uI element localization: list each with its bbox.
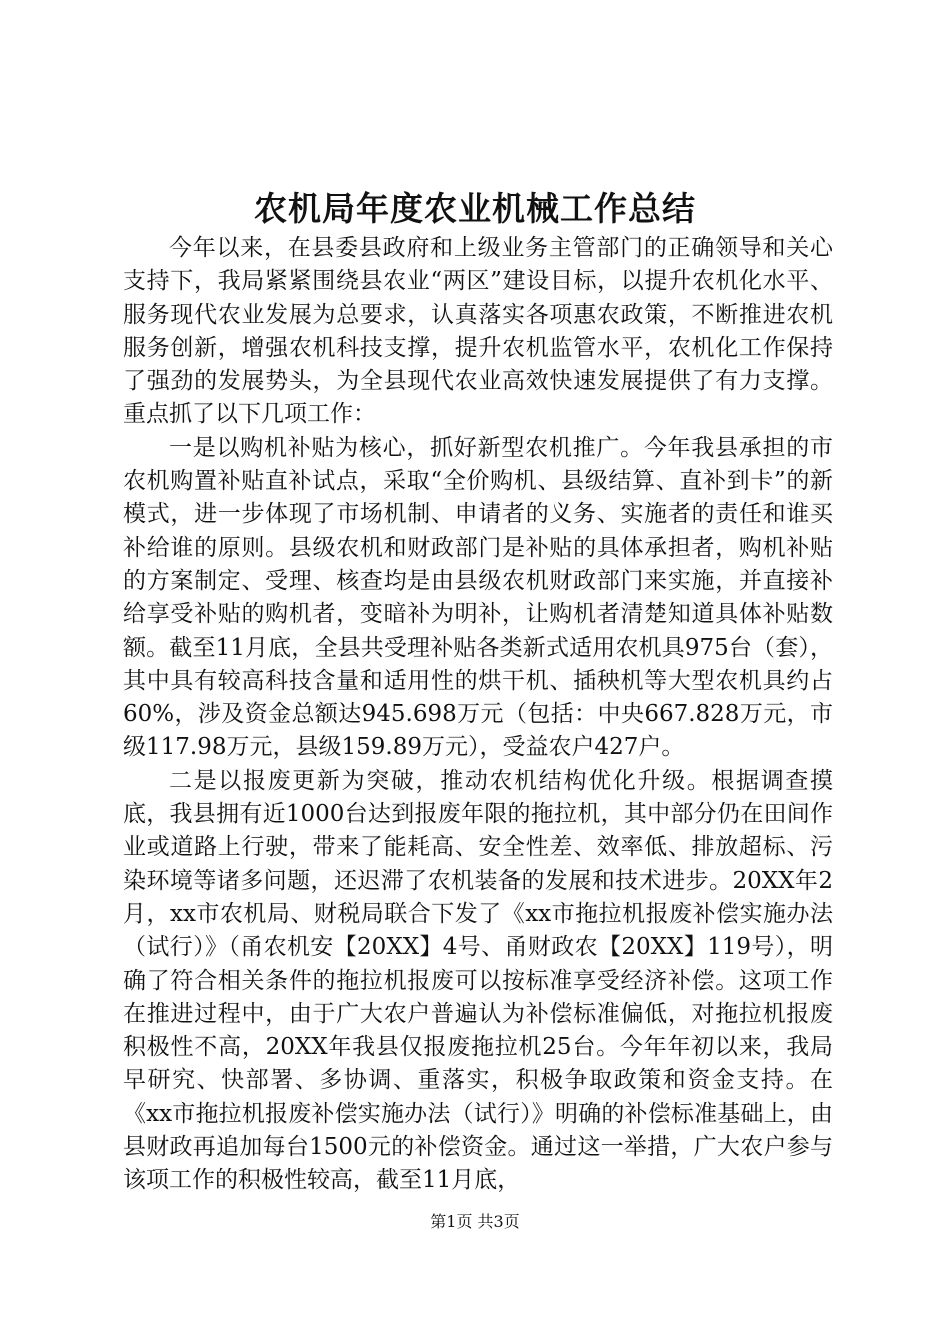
document-title: 农机局年度农业机械工作总结 [254,189,696,228]
page-footer: 第1页 共3页 [430,1212,520,1231]
paragraph-subsidy: 一是以购机补贴为核心，抓好新型农机推广。今年我县承担的市农机购置补贴直补试点，采取“全价购机、县级结算、直补到卡”的新模式，进一步体现了市场机制、申请者的义务、实施者的责任和谁买补给谁的原则。县级农机和财政部门是补贴的具体承担者，购机补贴的方案制定、受理、核查均是由县级农机财政部门来实施，并直接补给享受补贴的购机者，变暗补为明补，让购机者清楚知道具体补贴数额。截至11月底，全县共受理补贴各类新式适用农机具975台（套），其中具有较高科技含量和适用性的烘干机、插秧机等大型农机具约占60%，涉及资金总额达945.698万元（包括：中央667.828万元，市级117.98万元，县级159.89万元），受益农户427户。 [123,434,833,761]
paragraph-scrapping: 二是以报废更新为突破，推动农机结构优化升级。根据调查摸底，我县拥有近1000台达到报废年限的拖拉机，其中部分仍在田间作业或道路上行驶，带来了能耗高、安全性差、效率低、排放超标、污染环境等诸多问题，还迟滞了农机装备的发展和技术进步。20XX年2月，xx市农机局、财税局联合下发了《xx市拖拉机报废补偿实施办法（试行）》（甬农机安【20XX】4号、甬财政农【20XX】119号），明确了符合相关条件的拖拉机报废可以按标准享受经济补偿。这项工作在推进过程中，由于广大农户普遍认为补偿标准偏低，对拖拉机报废积极性不高，20XX年我县仅报废拖拉机25台。今年年初以来，我局早研究、快部署、多协调、重落实，积极争取政策和资金支持。在《xx市拖拉机报废补偿实施办法（试行）》明确的补偿标准基础上，由县财政再追加每台1500元的补偿资金。通过这一举措，广大农户参与该项工作的积极性较高，截至11月底， [123,767,833,1194]
paragraph-intro: 今年以来，在县委县政府和上级业务主管部门的正确领导和关心支持下，我局紧紧围绕县农业“两区”建设目标，以提升农机化水平、服务现代农业发展为总要求，认真落实各项惠农政策，不断推进农机服务创新，增强农机科技支撑，提升农机监管水平，农机化工作保持了强劲的发展势头，为全县现代农业高效快速发展提供了有力支撑。重点抓了以下几项工作： [123,235,833,428]
document-body [123,232,833,1198]
